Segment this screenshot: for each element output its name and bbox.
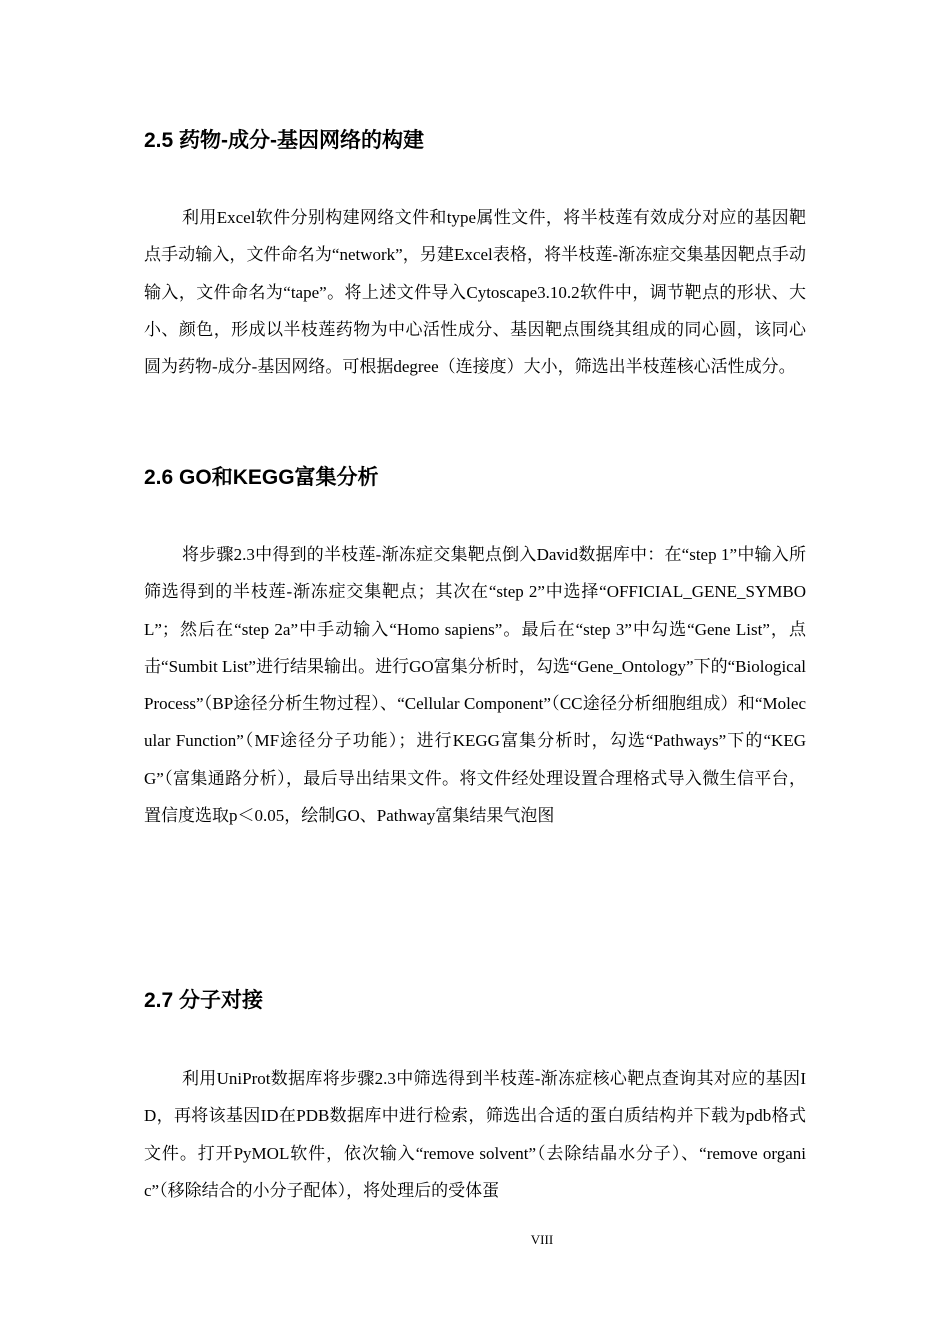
section-body-2-6: 将步骤2.3中得到的半枝莲-渐冻症交集靶点倒入David数据库中：在“step 1”中输入所筛选得到的半枝莲-渐冻症交集靶点；其次在“step 2”中选择“OFFICIAL_GENE_SYMBOL”；然后在“step 2a”中手动输入“Homo sapiens”。最后在“step 3”中勾选“Gene List”，点击“Sumbit List”进行结果输出。进行GO富集分析时，勾选“Gene_Ontology”下的“Biological Process”（BP途径分析生物过程）、“Cellular Component”（CC途径分析细胞组成）和“Molecular Function”（MF途径分子功能）；进行KEGG富集分析时，勾选“Pathways”下的“KEGG”（富集通路分析），最后导出结果文件。将文件经处理设置合理格式导入微生信平台，置信度选取p＜0.05，绘制GO、Pathway富集结果气泡图 — [144, 545, 806, 826]
section-heading-2-7: 2.7 分子对接 — [144, 989, 264, 1012]
section-heading-2-5: 2.5 药物-成分-基因网络的构建 — [144, 129, 425, 152]
section-heading-2-6: 2.6 GO和KEGG富集分析 — [144, 466, 379, 489]
section-body-2-5: 利用Excel软件分别构建网络文件和type属性文件，将半枝莲有效成分对应的基因靶点手动输入，文件命名为“network”，另建Excel表格，将半枝莲-渐冻症交集基因靶点手动输入，文件命名为“tape”。将上述文件导入Cytoscape3.10.2软件中，调节靶点的形状、大小、颜色，形成以半枝莲药物为中心活性成分、基因靶点围绕其组成的同心圆，该同心圆为药物-成分-基因网络。可根据degree（连接度）大小，筛选出半枝莲核心活性成分。 — [144, 208, 806, 377]
page-number: VIII — [530, 1232, 554, 1247]
section-body-2-7: 利用UniProt数据库将步骤2.3中筛选得到半枝莲-渐冻症核心靶点查询其对应的基因ID，再将该基因ID在PDB数据库中进行检索，筛选出合适的蛋白质结构并下载为pdb格式文件。打开PyMOL软件，依次输入“remove solvent”（去除结晶水分子）、“remove organic”（移除结合的小分子配体），将处理后的受体蛋 — [144, 1069, 806, 1200]
